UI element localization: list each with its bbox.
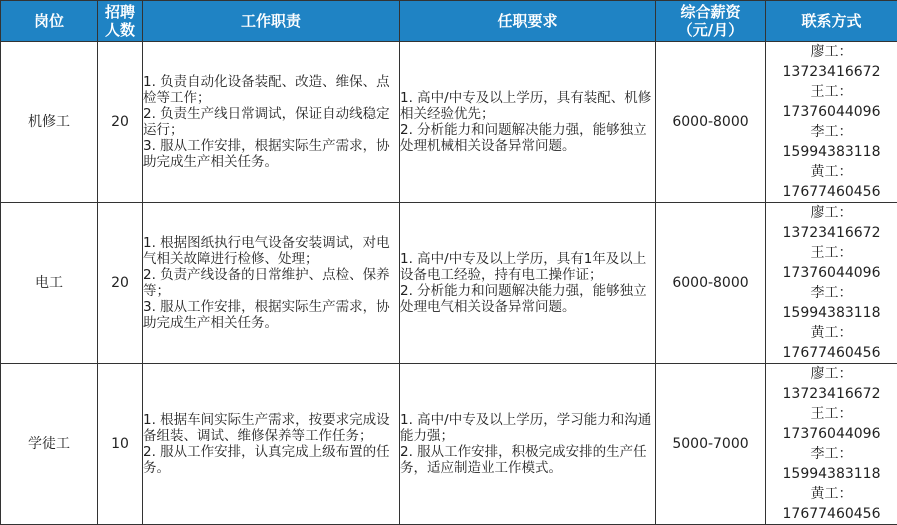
header-headcount xyxy=(98,1,143,42)
contact-name: 王工： xyxy=(766,404,897,424)
header-salary-text: 综合薪资 （元/月） xyxy=(678,3,743,39)
requirement-line: 1. 高中/中专及以上学历，具有装配、机修相关经验优先； xyxy=(400,90,655,122)
requirement-line: 2. 分析能力和问题解决能力强，能够独立处理电气相关设备异常问题。 xyxy=(400,283,655,315)
contact-phone: 15994383118 xyxy=(766,142,897,162)
headcount-cell: 10 xyxy=(98,364,143,525)
header-contact: 联系方式 xyxy=(766,1,897,42)
contact-name: 廖工： xyxy=(766,42,897,62)
duties-cell xyxy=(143,42,400,203)
contact-phone: 17677460456 xyxy=(766,504,897,524)
table-header-row xyxy=(1,1,897,42)
contact-phone: 17376044096 xyxy=(766,424,897,444)
headcount-cell: 20 xyxy=(98,203,143,364)
contact-cell xyxy=(766,42,897,203)
contact-cell xyxy=(766,203,897,364)
requirements-cell xyxy=(400,42,656,203)
header-duties: 工作职责 xyxy=(143,1,400,42)
duty-line: 2. 负责产线设备的日常维护、点检、保养等； xyxy=(143,267,399,299)
header-position: 岗位 xyxy=(1,1,98,42)
header-requirements: 任职要求 xyxy=(400,1,656,42)
duty-line: 1. 根据图纸执行电气设备安装调试，对电气相关故障进行检修、处理； xyxy=(143,235,399,267)
salary-cell: 5000-7000 xyxy=(656,364,766,525)
requirements-cell xyxy=(400,364,656,525)
contact-phone: 13723416672 xyxy=(766,62,897,82)
requirement-line: 2. 分析能力和问题解决能力强，能够独立处理机械相关设备异常问题。 xyxy=(400,122,655,154)
contact-phone: 13723416672 xyxy=(766,223,897,243)
contact-phone: 17677460456 xyxy=(766,343,897,363)
duty-line: 3. 服从工作安排，根据实际生产需求，协助完成生产相关任务。 xyxy=(143,299,399,331)
position-cell: 学徒工 xyxy=(1,364,98,525)
salary-cell: 6000-8000 xyxy=(656,42,766,203)
contact-name: 李工： xyxy=(766,444,897,464)
contact-name: 王工： xyxy=(766,243,897,263)
duty-line: 1. 负责自动化设备装配、改造、维保、点检等工作； xyxy=(143,74,399,106)
contact-name: 廖工： xyxy=(766,203,897,223)
headcount-cell: 20 xyxy=(98,42,143,203)
contact-name: 王工： xyxy=(766,82,897,102)
contact-name: 黄工： xyxy=(766,484,897,504)
position-cell: 机修工 xyxy=(1,42,98,203)
contact-name: 黄工： xyxy=(766,323,897,343)
requirement-line: 1. 高中/中专及以上学历，学习能力和沟通能力强； xyxy=(400,412,655,444)
header-headcount-text: 招聘 人数 xyxy=(105,3,135,39)
duty-line: 2. 服从工作安排，认真完成上级布置的任务。 xyxy=(143,444,399,476)
duty-line: 3. 服从工作安排，根据实际生产需求，协助完成生产相关任务。 xyxy=(143,138,399,170)
contact-phone: 15994383118 xyxy=(766,303,897,323)
contact-name: 李工： xyxy=(766,283,897,303)
requirement-line: 2. 服从工作安排，积极完成安排的生产任务，适应制造业工作模式。 xyxy=(400,444,655,476)
duty-line: 1. 根据车间实际生产需求，按要求完成设备组装、调试、维修保养等工作任务； xyxy=(143,412,399,444)
contact-phone: 13723416672 xyxy=(766,384,897,404)
contact-phone: 17376044096 xyxy=(766,263,897,283)
requirement-line: 1. 高中/中专及以上学历，具有1年及以上设备电工经验，持有电工操作证； xyxy=(400,251,655,283)
duty-line: 2. 负责生产线日常调试，保证自动线稳定运行； xyxy=(143,106,399,138)
salary-cell: 6000-8000 xyxy=(656,203,766,364)
header-salary xyxy=(656,1,766,42)
contact-name: 黄工： xyxy=(766,162,897,182)
contact-phone: 17376044096 xyxy=(766,102,897,122)
duties-cell xyxy=(143,364,400,525)
requirements-cell xyxy=(400,203,656,364)
table-row xyxy=(1,364,897,525)
table-row xyxy=(1,42,897,203)
contact-cell xyxy=(766,364,897,525)
contact-name: 李工： xyxy=(766,122,897,142)
position-cell: 电工 xyxy=(1,203,98,364)
contact-phone: 15994383118 xyxy=(766,464,897,484)
contact-name: 廖工： xyxy=(766,364,897,384)
duties-cell xyxy=(143,203,400,364)
table-row xyxy=(1,203,897,364)
contact-phone: 17677460456 xyxy=(766,182,897,202)
